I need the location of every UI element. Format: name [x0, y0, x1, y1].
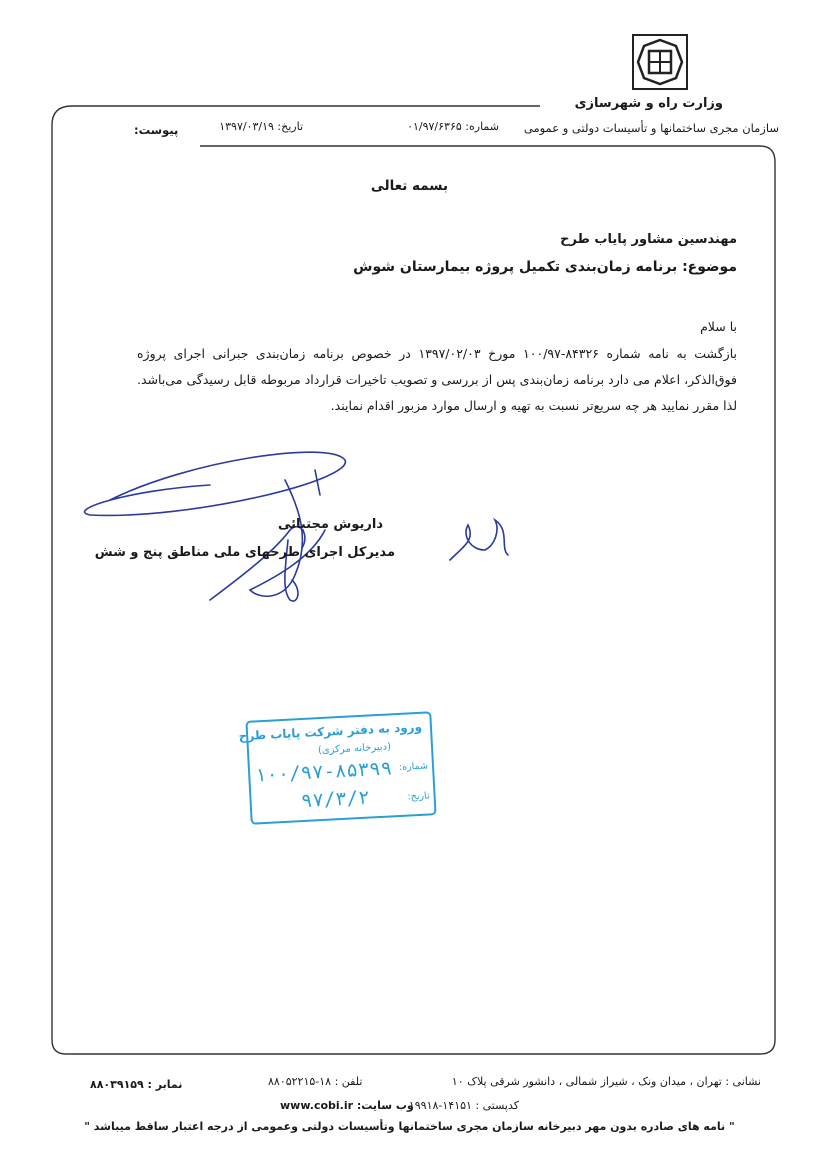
enclosure-label: پیوست:: [134, 123, 179, 137]
footer-fax: نمابر : ۸۸۰۳۹۱۵۹: [90, 1078, 183, 1091]
stamp-number-value: ۱۰۰/۹۷-۸۵۳۹۹: [254, 757, 393, 787]
stamp-frame: [238, 711, 436, 825]
ministry-logo-icon: [632, 34, 688, 90]
footer-address: نشانی : تهران ، میدان ونک ، شیراز شمالی ، دانشور شرقی پلاک ۱۰: [451, 1075, 761, 1088]
footer-website[interactable]: وب سایت: www.cobi.ir: [280, 1099, 414, 1112]
signatory-title: مدیرکل اجرای طرحهای ملی مناطق پنج و شش: [94, 545, 395, 560]
stamp-title: ورود به دفتر شرکت پایاب طرح: [238, 719, 423, 744]
subject-line: موضوع: برنامه زمان‌بندی تکمیل پروژه بیمارستان شوش: [353, 259, 737, 275]
greeting: با سلام: [700, 319, 737, 334]
footer-phone: تلفن : ۱۸-۸۸۰۵۲۲۱۵: [268, 1075, 363, 1088]
stamp-date-label: تاریخ:: [407, 790, 430, 803]
recipient: مهندسین مشاور پایاب طرح: [560, 232, 737, 247]
letter-number: [407, 120, 499, 133]
basmala: بسمه تعالی: [370, 178, 449, 194]
letter-date: [219, 120, 303, 133]
letter-number-value: ۰۱/۹۷/۶۳۶۵: [407, 120, 462, 133]
footer-postal-code: کدپستی : ۱۴۱۵۱-۱۹۹۱۸: [408, 1099, 519, 1112]
letter-number-label: شماره:: [465, 120, 499, 133]
receipt-stamp: [238, 711, 436, 825]
organization-name: سازمان مجری ساختمانها و تأسیسات دولتی و عمومی: [523, 121, 779, 135]
stamp-number-label: شماره:: [398, 760, 429, 773]
ministry-name: وزارت راه و شهرسازی: [574, 96, 723, 111]
stamp-date-value: ۹۷/۳/۲: [300, 786, 371, 813]
footer-note: " نامه های صادره بدون مهر دبیرخانه سازمان مجری ساختمانها وتأسیسات دولتی وعمومی از درجه اعتبار ساقط میباشد ": [84, 1120, 735, 1133]
letter-date-value: ۱۳۹۷/۰۳/۱۹: [219, 120, 274, 133]
letter-date-label: تاریخ:: [277, 120, 303, 133]
stamp-subtitle: (دبیرخانه مرکزی): [317, 741, 392, 757]
letter-body: بازگشت به نامه شماره ۸۴۳۲۶-۱۰۰/۹۷ مورخ ۱۳۹۷/۰۲/۰۳ در خصوص برنامه زمان‌بندی جبرانی اجرای پروژه فوق‌الذکر، اعلام می دارد برنامه زمان‌بندی پس از بررسی و تصویب تاخیرات قرارداد مربوطه قابل رسیدگی می‌باشد. لذا مقرر نمایید هر چه سریع‌تر نسبت به تهیه و ارسال موارد مزبور اقدام نمایند.: [137, 346, 737, 413]
signatory-name: داریوش مجتبائی: [277, 517, 383, 532]
